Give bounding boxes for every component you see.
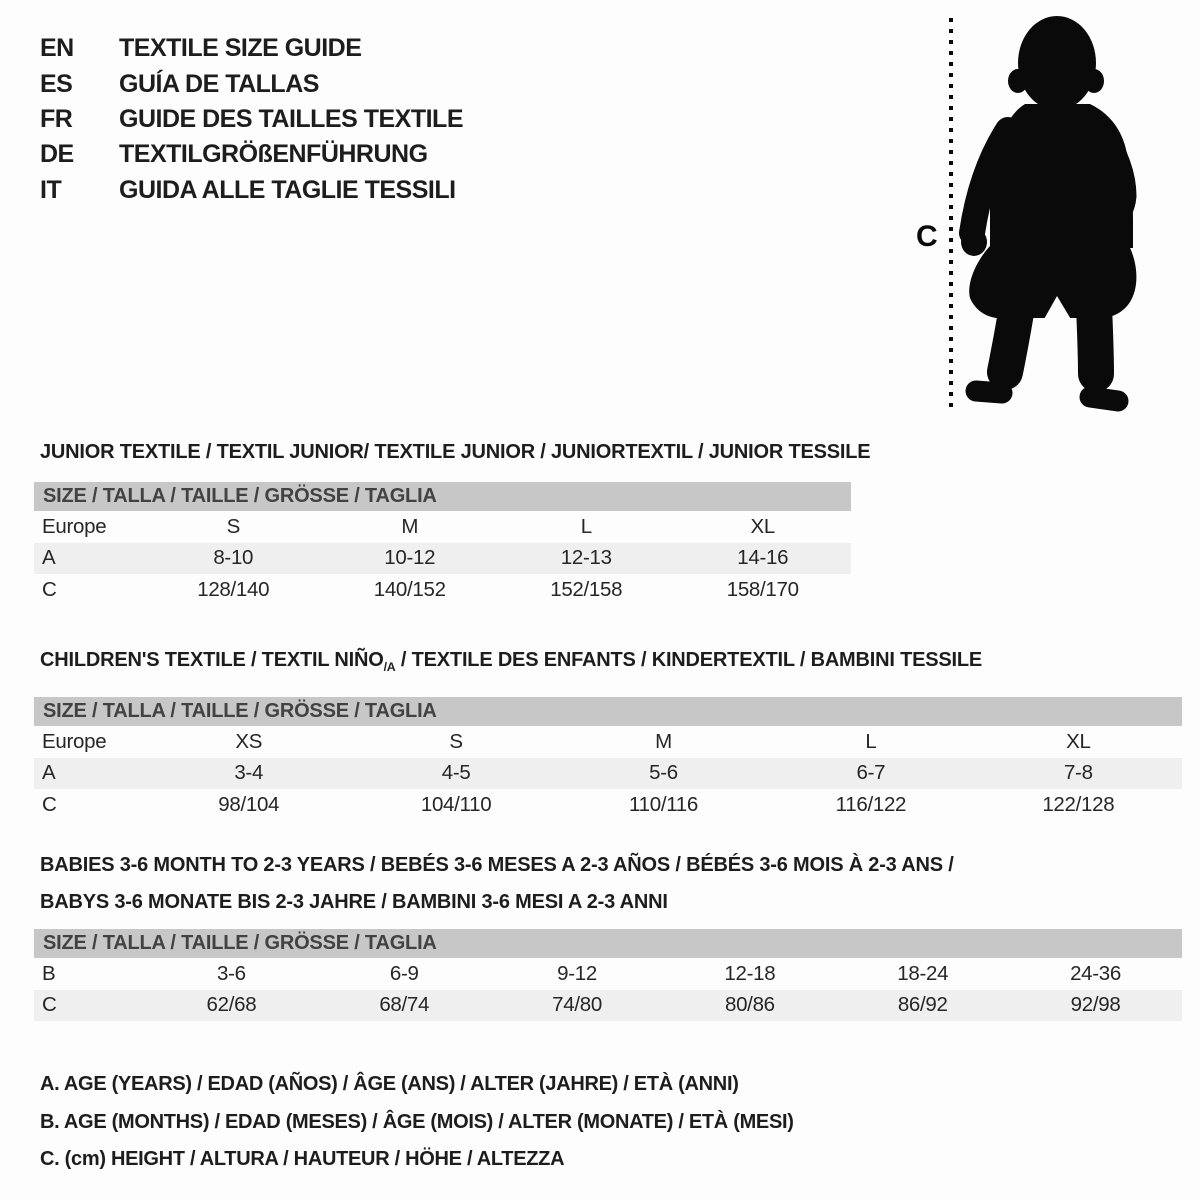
row-value: 10-12 xyxy=(384,546,436,570)
row-value: 8-10 xyxy=(213,546,254,570)
table-row xyxy=(34,511,851,543)
heading-text: BABYS 3-6 MONATE BIS 2-3 JAHRE / BAMBINI 3-6 MESI A 2-3 ANNI xyxy=(40,891,668,913)
language-title: TEXTILE SIZE GUIDE xyxy=(119,34,362,63)
language-title: GUÍA DE TALLAS xyxy=(119,69,319,98)
toddler-silhouette xyxy=(961,16,1136,401)
legend-line: B. AGE (MONTHS) / EDAD (MESES) / ÂGE (MOIS) / ALTER (MONATE) / ETÀ (MESI) xyxy=(40,1110,794,1133)
table-header: SIZE / TALLA / TAILLE / GRÖSSE / TAGLIA xyxy=(34,697,1182,726)
section-heading xyxy=(40,847,1182,921)
table-row xyxy=(34,574,851,606)
table-row xyxy=(34,789,1182,821)
heading-text: / TEXTILE DES ENFANTS / KINDERTEXTIL / BAMBINI TESSILE xyxy=(395,649,983,671)
legend-line: A. AGE (YEARS) / EDAD (AÑOS) / ÂGE (ANS) / ALTER (JAHRE) / ETÀ (ANNI) xyxy=(40,1073,739,1095)
row-label: Europe xyxy=(42,514,107,538)
row-value: 5-6 xyxy=(649,761,678,785)
language-row xyxy=(40,66,463,101)
legend-footer xyxy=(40,1066,794,1179)
row-value: 140/152 xyxy=(373,577,446,601)
row-value: XL xyxy=(750,514,775,538)
row-value: 68/74 xyxy=(379,993,430,1017)
section-heading-line xyxy=(40,884,1182,921)
size-table-children xyxy=(34,697,1182,821)
language-row xyxy=(40,137,463,172)
row-label: C xyxy=(42,792,57,816)
row-value: 6-9 xyxy=(389,961,419,985)
table-row xyxy=(34,726,1182,758)
heading-text: BABIES 3-6 MONTH TO 2-3 YEARS / BEBÉS 3-6 MESES A 2-3 AÑOS / BÉBÉS 3-6 MOIS À 2-3 ANS / xyxy=(40,854,954,876)
language-code: IT xyxy=(40,175,62,204)
row-label: C xyxy=(42,993,57,1017)
row-value: 86/92 xyxy=(897,993,948,1017)
section-heading-line xyxy=(40,847,1182,884)
row-value: M xyxy=(401,514,419,538)
language-row xyxy=(40,173,463,208)
row-label: Europe xyxy=(42,729,107,753)
table-row xyxy=(34,958,1182,990)
row-value: 122/128 xyxy=(1042,792,1115,816)
language-code: DE xyxy=(40,140,74,169)
size-table-junior xyxy=(34,482,851,606)
row-value: 152/158 xyxy=(550,577,623,601)
table-header: SIZE / TALLA / TAILLE / GRÖSSE / TAGLIA xyxy=(34,929,1182,958)
row-value: 104/110 xyxy=(420,792,492,816)
row-value: 12-13 xyxy=(560,546,612,570)
row-value: 7-8 xyxy=(1063,761,1093,785)
size-table-babies xyxy=(34,929,1182,1021)
heading-text: CHILDREN'S TEXTILE / TEXTIL NIÑO xyxy=(40,649,384,671)
row-value: M xyxy=(655,729,672,753)
row-value: 24-36 xyxy=(1070,961,1122,985)
section-heading-line xyxy=(40,642,1182,686)
language-row xyxy=(40,102,463,137)
row-value: 62/68 xyxy=(206,993,257,1017)
row-value: 92/98 xyxy=(1070,993,1121,1017)
row-value: 74/80 xyxy=(552,993,602,1017)
row-label: B xyxy=(42,961,56,985)
language-title: GUIDE DES TAILLES TEXTILE xyxy=(119,104,464,133)
row-value: 116/122 xyxy=(835,792,907,816)
row-value: L xyxy=(580,514,592,538)
section-junior xyxy=(34,434,871,606)
row-value: 3-6 xyxy=(217,961,246,985)
section-babies xyxy=(34,847,1182,1021)
row-value: 4-5 xyxy=(441,761,471,785)
section-heading xyxy=(40,434,871,471)
language-title: GUIDA ALLE TAGLIE TESSILI xyxy=(119,175,456,204)
table-row xyxy=(34,543,851,575)
row-label: A xyxy=(42,546,56,570)
height-measure-label: C xyxy=(916,220,938,253)
row-value: 18-24 xyxy=(897,961,949,985)
row-value: 9-12 xyxy=(557,961,597,985)
row-value: 3-4 xyxy=(234,761,264,785)
row-value: 12-18 xyxy=(724,961,776,985)
section-heading-line xyxy=(40,434,871,471)
language-row xyxy=(40,31,463,66)
row-value: L xyxy=(865,729,877,753)
language-code: EN xyxy=(40,34,74,63)
row-value: 80/86 xyxy=(724,993,775,1017)
section-heading xyxy=(40,642,1182,686)
table-row xyxy=(34,990,1182,1022)
row-value: XS xyxy=(235,729,263,753)
row-value: 158/170 xyxy=(726,577,799,601)
legend-line: C. (cm) HEIGHT / ALTURA / HAUTEUR / HÖHE / ALTEZZA xyxy=(40,1148,565,1170)
row-value: S xyxy=(226,514,240,538)
row-label: C xyxy=(42,577,57,601)
row-value: S xyxy=(449,729,463,753)
row-value: 110/116 xyxy=(629,792,698,816)
heading-text: JUNIOR TEXTILE / TEXTIL JUNIOR/ TEXTILE JUNIOR / JUNIORTEXTIL / JUNIOR TESSILE xyxy=(40,441,871,463)
row-value: 128/140 xyxy=(197,577,270,601)
toddler-silhouette-figure xyxy=(890,8,1150,418)
section-children xyxy=(34,642,1182,821)
heading-text: /A xyxy=(383,660,396,674)
language-title: TEXTILGRÖßENFÜHRUNG xyxy=(119,140,428,169)
row-value: 14-16 xyxy=(737,546,789,570)
table-row xyxy=(34,758,1182,790)
row-value: 6-7 xyxy=(856,761,886,785)
table-header: SIZE / TALLA / TAILLE / GRÖSSE / TAGLIA xyxy=(34,482,851,511)
language-code: ES xyxy=(40,69,73,98)
row-label: A xyxy=(42,761,56,785)
language-list xyxy=(40,31,463,208)
row-value: XL xyxy=(1066,729,1091,753)
language-code: FR xyxy=(40,104,73,133)
row-value: 98/104 xyxy=(218,792,280,816)
